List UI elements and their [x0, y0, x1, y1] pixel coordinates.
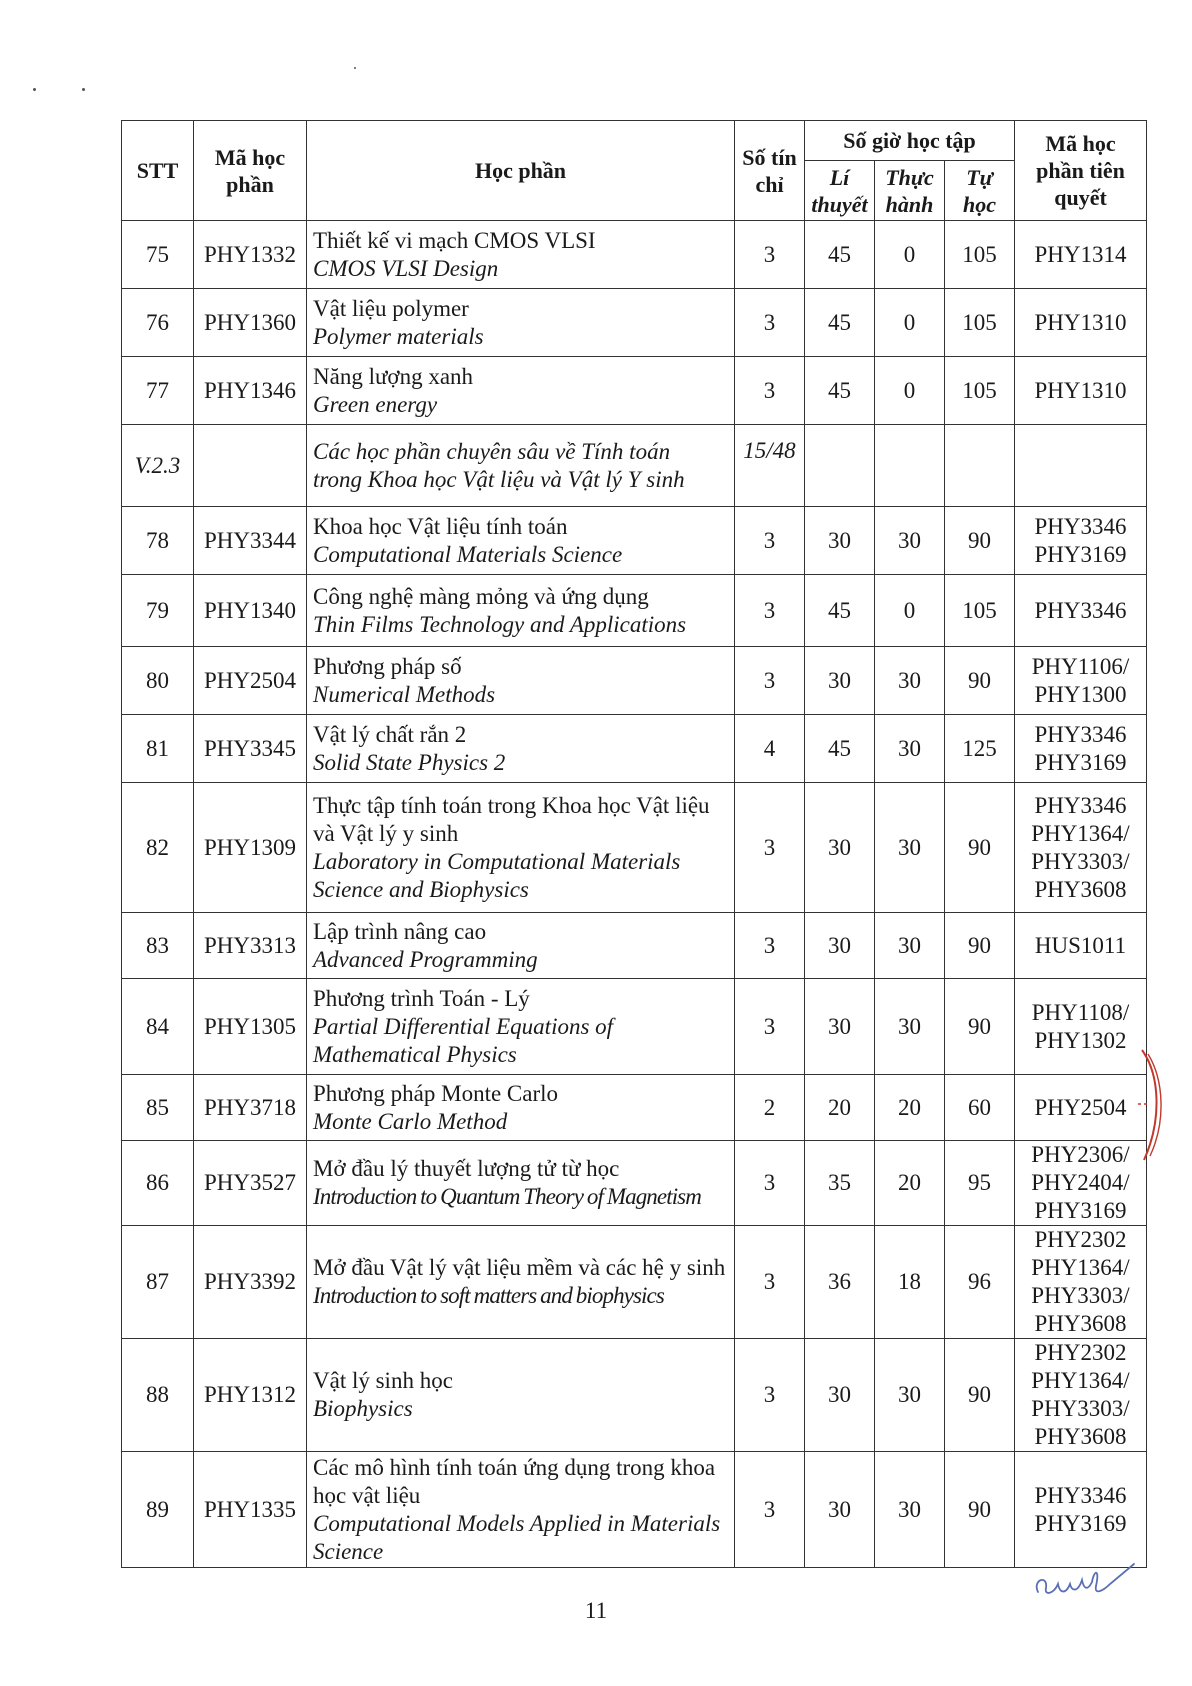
cell-tu-hoc: 90 — [945, 979, 1015, 1075]
cell-stt: 76 — [122, 289, 194, 357]
cell-code: PHY2504 — [194, 647, 307, 715]
cell-tu-hoc: 90 — [945, 1339, 1015, 1452]
cell-credits: 3 — [735, 1226, 805, 1339]
cell-thuc-hanh: 30 — [875, 979, 945, 1075]
table-row — [122, 979, 1147, 1075]
cell-code: PHY3344 — [194, 507, 307, 575]
cell-prerequisites — [1015, 783, 1147, 913]
cell-tu-hoc: 90 — [945, 913, 1015, 979]
cell-credits: 3 — [735, 783, 805, 913]
cell-stt: 85 — [122, 1075, 194, 1141]
course-name-en: Advanced Programming — [313, 946, 538, 972]
course-name-en: Computational Materials Science — [313, 541, 623, 567]
cell-course-name — [307, 221, 735, 289]
course-name-vi: Mở đầu Vật lý vật liệu mềm và các hệ y sinh — [313, 1255, 726, 1280]
prerequisite-code: HUS1011 — [1034, 932, 1127, 958]
cell-credits: 3 — [735, 221, 805, 289]
prerequisite-code: PHY1106/ — [1031, 653, 1130, 679]
table-row — [122, 575, 1147, 647]
cell-thuc-hanh: 30 — [875, 1339, 945, 1452]
cell-stt: 77 — [122, 357, 194, 425]
course-name-vi: Khoa học Vật liệu tính toán — [313, 513, 568, 539]
course-name-vi: Vật lý sinh học — [313, 1368, 453, 1393]
cell-course-name — [307, 507, 735, 575]
cell-course-name — [307, 913, 735, 979]
header-so-tin-chi: Số tín chỉ — [735, 121, 805, 221]
prerequisite-code: PHY1300 — [1034, 681, 1127, 707]
cell-ly-thuyet: 45 — [805, 289, 875, 357]
cell-ly-thuyet: 45 — [805, 575, 875, 647]
prerequisite-code: PHY1314 — [1034, 241, 1127, 267]
cell-prerequisites — [1015, 979, 1147, 1075]
cell-ly-thuyet: 30 — [805, 1452, 875, 1568]
course-name-en: CMOS VLSI Design — [313, 255, 499, 281]
cell-stt: 84 — [122, 979, 194, 1075]
cell-ly-thuyet: 30 — [805, 647, 875, 715]
cell-course-name — [307, 647, 735, 715]
cell-credits: 2 — [735, 1075, 805, 1141]
cell-course-name — [307, 1226, 735, 1339]
cell-ly-thuyet: 36 — [805, 1226, 875, 1339]
cell-thuc-hanh: 30 — [875, 507, 945, 575]
cell-ly-thuyet: 35 — [805, 1141, 875, 1226]
cell-stt: 81 — [122, 715, 194, 783]
section-title-line1: Các học phần chuyên sâu về Tính toán — [313, 438, 671, 464]
prerequisite-code: PHY3303/ — [1031, 1396, 1130, 1421]
section-title-line2: trong Khoa học Vật liệu và Vật lý Y sinh — [313, 466, 685, 492]
cell-stt: 75 — [122, 221, 194, 289]
cell-code: PHY1340 — [194, 575, 307, 647]
cell-prerequisites — [1015, 1075, 1147, 1141]
table-row — [122, 783, 1147, 913]
prerequisite-code: PHY2302 — [1034, 1340, 1127, 1365]
cell-credits: 3 — [735, 289, 805, 357]
cell-course-name — [307, 1339, 735, 1452]
prerequisite-code: PHY2504 — [1034, 1094, 1127, 1120]
prerequisite-code: PHY3346 — [1034, 721, 1127, 747]
cell-thuc-hanh: 30 — [875, 783, 945, 913]
course-name-vi: Lập trình nâng cao — [313, 918, 487, 944]
cell-code: PHY1360 — [194, 289, 307, 357]
cell-stt: 87 — [122, 1226, 194, 1339]
table-row — [122, 289, 1147, 357]
prerequisite-code: PHY3346 — [1034, 1482, 1127, 1508]
cell-prerequisites — [1015, 575, 1147, 647]
cell-prerequisites — [1015, 1141, 1147, 1226]
prerequisite-code: PHY3608 — [1034, 876, 1127, 902]
cell-credits: 3 — [735, 357, 805, 425]
course-table — [121, 120, 1147, 1568]
prerequisite-code: PHY3303/ — [1031, 848, 1130, 874]
prerequisite-code: PHY3169 — [1034, 1510, 1127, 1536]
course-name-vi: Thiết kế vi mạch CMOS VLSI — [313, 227, 596, 253]
table-row — [122, 1452, 1147, 1568]
table-row — [122, 507, 1147, 575]
cell-tu-hoc: 96 — [945, 1226, 1015, 1339]
cell-prerequisites — [1015, 1226, 1147, 1339]
cell-course-name — [307, 715, 735, 783]
scan-speck — [82, 88, 85, 91]
table-row — [122, 1141, 1147, 1226]
table-row — [122, 715, 1147, 783]
section-number: V.2.3 — [122, 425, 194, 507]
cell-credits: 3 — [735, 1452, 805, 1568]
cell-ly-thuyet: 30 — [805, 979, 875, 1075]
cell-thuc-hanh: 0 — [875, 289, 945, 357]
cell-ly-thuyet: 20 — [805, 1075, 875, 1141]
table-row — [122, 221, 1147, 289]
prerequisite-code: PHY1108/ — [1031, 999, 1130, 1025]
course-name-en: Partial Differential Equations of Mathematical Physics — [313, 1013, 614, 1067]
cell-tu-hoc: 90 — [945, 783, 1015, 913]
cell-code: PHY3718 — [194, 1075, 307, 1141]
cell-ly-thuyet: 45 — [805, 357, 875, 425]
cell-thuc-hanh: 30 — [875, 913, 945, 979]
cell-stt: 88 — [122, 1339, 194, 1452]
cell-course-name — [307, 979, 735, 1075]
prerequisite-code: PHY3346 — [1034, 792, 1127, 818]
cell-ly-thuyet: 30 — [805, 913, 875, 979]
course-name-en: Polymer materials — [313, 323, 484, 349]
course-name-vi: Các mô hình tính toán ứng dụng trong khoa học vật liệu — [313, 1454, 716, 1508]
course-name-en: Monte Carlo Method — [313, 1108, 508, 1134]
prerequisite-code: PHY3608 — [1034, 1311, 1127, 1336]
cell-ly-thuyet: 30 — [805, 1339, 875, 1452]
cell-tu-hoc: 95 — [945, 1141, 1015, 1226]
cell-credits: 3 — [735, 913, 805, 979]
cell-prerequisites — [1015, 221, 1147, 289]
scan-speck — [33, 88, 36, 91]
course-name-vi: Vật liệu polymer — [313, 295, 469, 321]
cell-course-name — [307, 575, 735, 647]
cell-empty — [945, 425, 1015, 507]
table-row — [122, 1226, 1147, 1339]
cell-code: PHY1335 — [194, 1452, 307, 1568]
cell-tu-hoc: 125 — [945, 715, 1015, 783]
cell-thuc-hanh: 20 — [875, 1075, 945, 1141]
header-hoc-phan: Học phần — [307, 121, 735, 221]
prerequisite-code: PHY1364/ — [1031, 1255, 1130, 1280]
course-name-vi: Phương pháp Monte Carlo — [313, 1080, 559, 1106]
cell-thuc-hanh: 18 — [875, 1226, 945, 1339]
prerequisite-code: PHY3608 — [1034, 1424, 1127, 1449]
prerequisite-code: PHY3169 — [1034, 749, 1127, 775]
cell-tu-hoc: 105 — [945, 357, 1015, 425]
table-row — [122, 1339, 1147, 1452]
course-name-en: Biophysics — [313, 1396, 413, 1421]
prerequisite-code: PHY1364/ — [1031, 1368, 1130, 1393]
course-name-vi: Vật lý chất rắn 2 — [313, 721, 467, 747]
cell-code: PHY1305 — [194, 979, 307, 1075]
cell-code-empty — [194, 425, 307, 507]
header-ma-hoc-phan: Mã học phần — [194, 121, 307, 221]
cell-thuc-hanh: 30 — [875, 715, 945, 783]
cell-prerequisites — [1015, 1452, 1147, 1568]
cell-ly-thuyet: 45 — [805, 221, 875, 289]
header-stt: STT — [122, 121, 194, 221]
section-title — [307, 425, 735, 507]
header-li-thuyet: Lí thuyết — [805, 161, 875, 221]
course-name-vi: Phương pháp số — [313, 653, 462, 679]
table-row — [122, 647, 1147, 715]
table-row — [122, 1075, 1147, 1141]
cell-credits: 3 — [735, 1339, 805, 1452]
cell-stt: 82 — [122, 783, 194, 913]
cell-code: PHY3527 — [194, 1141, 307, 1226]
course-name-vi: Thực tập tính toán trong Khoa học Vật liệu và Vật lý y sinh — [313, 792, 710, 846]
prerequisite-code: PHY3303/ — [1031, 1283, 1130, 1308]
prerequisite-code: PHY2404/ — [1031, 1170, 1130, 1195]
cell-prerequisites — [1015, 715, 1147, 783]
prerequisite-code: PHY1302 — [1034, 1027, 1127, 1053]
cell-tu-hoc: 90 — [945, 1452, 1015, 1568]
cell-course-name — [307, 1141, 735, 1226]
header-thuc-hanh: Thực hành — [875, 161, 945, 221]
cell-course-name — [307, 289, 735, 357]
course-name-en: Introduction to soft matters and biophysics — [313, 1283, 664, 1308]
cell-thuc-hanh: 30 — [875, 647, 945, 715]
cell-empty — [1015, 425, 1147, 507]
table-row — [122, 357, 1147, 425]
cell-thuc-hanh: 30 — [875, 1452, 945, 1568]
scan-speck — [354, 67, 356, 69]
cell-tu-hoc: 90 — [945, 647, 1015, 715]
course-name-en: Green energy — [313, 391, 438, 417]
cell-stt: 89 — [122, 1452, 194, 1568]
cell-thuc-hanh: 20 — [875, 1141, 945, 1226]
cell-code: PHY1332 — [194, 221, 307, 289]
cell-code: PHY3313 — [194, 913, 307, 979]
cell-empty — [805, 425, 875, 507]
prerequisite-code: PHY3169 — [1034, 1198, 1127, 1223]
cell-code: PHY1309 — [194, 783, 307, 913]
header-tu-hoc: Tự học — [945, 161, 1015, 221]
cell-tu-hoc: 105 — [945, 221, 1015, 289]
cell-stt: 79 — [122, 575, 194, 647]
cell-credits: 4 — [735, 715, 805, 783]
course-name-vi: Phương trình Toán - Lý — [313, 985, 530, 1011]
cell-credits: 3 — [735, 1141, 805, 1226]
cell-ly-thuyet: 45 — [805, 715, 875, 783]
cell-thuc-hanh: 0 — [875, 575, 945, 647]
cell-tu-hoc: 60 — [945, 1075, 1015, 1141]
cell-prerequisites — [1015, 289, 1147, 357]
cell-code: PHY3392 — [194, 1226, 307, 1339]
cell-stt: 78 — [122, 507, 194, 575]
cell-thuc-hanh: 0 — [875, 221, 945, 289]
prerequisite-code: PHY1310 — [1034, 377, 1127, 403]
course-name-en: Introduction to Quantum Theory of Magnetism — [313, 1184, 701, 1209]
course-name-vi: Năng lượng xanh — [313, 363, 474, 389]
stamp-edge-mark — [1138, 1040, 1168, 1170]
cell-code: PHY1312 — [194, 1339, 307, 1452]
cell-credits: 3 — [735, 575, 805, 647]
cell-prerequisites — [1015, 507, 1147, 575]
cell-course-name — [307, 1452, 735, 1568]
prerequisite-code: PHY1310 — [1034, 309, 1127, 335]
page-number: 11 — [584, 1598, 608, 1623]
prerequisite-code: PHY2306/ — [1031, 1142, 1130, 1167]
cell-credits: 3 — [735, 979, 805, 1075]
prerequisite-code: PHY3346 — [1034, 513, 1127, 539]
course-name-en: Laboratory in Computational Materials Science and Biophysics — [313, 848, 681, 902]
section-credits: 15/48 — [735, 425, 805, 507]
course-name-vi: Mở đầu lý thuyết lượng tử từ học — [313, 1156, 620, 1181]
cell-prerequisites — [1015, 357, 1147, 425]
cell-prerequisites — [1015, 1339, 1147, 1452]
header-ma-hoc-phan-tien-quyet: Mã học phần tiên quyết — [1015, 121, 1147, 221]
prerequisite-code: PHY3346 — [1034, 597, 1127, 623]
cell-stt: 80 — [122, 647, 194, 715]
cell-credits: 3 — [735, 507, 805, 575]
cell-tu-hoc: 105 — [945, 575, 1015, 647]
course-name-en: Numerical Methods — [313, 681, 496, 707]
cell-stt: 86 — [122, 1141, 194, 1226]
cell-course-name — [307, 1075, 735, 1141]
cell-course-name — [307, 783, 735, 913]
cell-course-name — [307, 357, 735, 425]
course-name-en: Thin Films Technology and Applications — [313, 611, 687, 637]
course-name-en: Solid State Physics 2 — [313, 749, 506, 775]
cell-thuc-hanh: 0 — [875, 357, 945, 425]
cell-credits: 3 — [735, 647, 805, 715]
cell-ly-thuyet: 30 — [805, 783, 875, 913]
cell-prerequisites — [1015, 647, 1147, 715]
prerequisite-code: PHY1364/ — [1031, 820, 1130, 846]
prerequisite-code: PHY3169 — [1034, 541, 1127, 567]
prerequisite-code: PHY2302 — [1034, 1227, 1127, 1252]
course-name-vi: Công nghệ màng mỏng và ứng dụng — [313, 583, 649, 609]
cell-code: PHY1346 — [194, 357, 307, 425]
cell-tu-hoc: 90 — [945, 507, 1015, 575]
header-so-gio-hoc-tap: Số giờ học tập — [805, 121, 1015, 161]
cell-code: PHY3345 — [194, 715, 307, 783]
cell-prerequisites — [1015, 913, 1147, 979]
cell-empty — [875, 425, 945, 507]
table-row — [122, 913, 1147, 979]
section-row — [122, 425, 1147, 507]
course-name-en: Computational Models Applied in Materials Science — [313, 1510, 721, 1564]
cell-ly-thuyet: 30 — [805, 507, 875, 575]
cell-tu-hoc: 105 — [945, 289, 1015, 357]
cell-stt: 83 — [122, 913, 194, 979]
